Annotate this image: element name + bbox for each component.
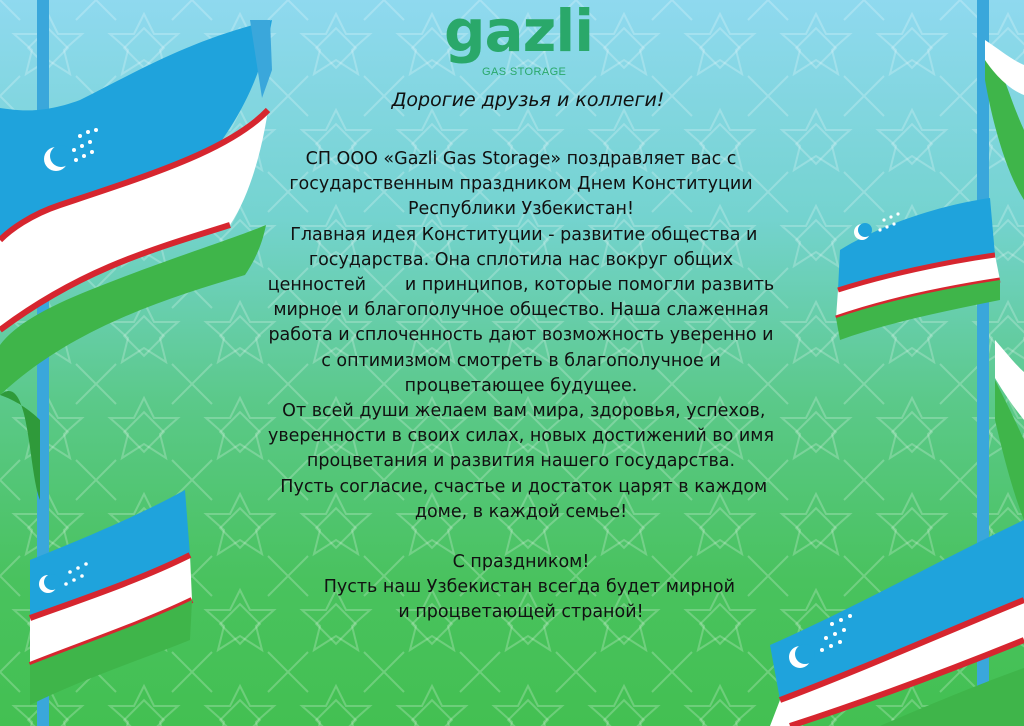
message-line: От всей души желаем вам мира, здоровья, успехов, — [276, 401, 766, 422]
message-line: государственным праздником Днем Конституции — [289, 174, 753, 195]
message-line: Республики Узбекистан! — [407, 199, 635, 220]
paragraph-spacer — [206, 525, 836, 550]
greeting-heading: Дорогие друзья и коллеги! — [391, 89, 665, 111]
message-line: мирное и благополучное общество. Наша слаженная — [273, 300, 769, 321]
message-line: Пусть согласие, счастье и достаток царят в каждом — [274, 476, 768, 497]
message-line: процветающее будущее. — [404, 375, 638, 396]
logo-subtitle: GAS STORAGE — [482, 66, 567, 78]
message-line: Главная идея Конституции - развитие общества и — [284, 224, 758, 245]
message-line: процветания и развития нашего государства. — [306, 451, 736, 472]
message-line: с оптимизмом смотреть в благополучное и — [321, 350, 721, 371]
closing-line: и процветающей страной! — [398, 602, 644, 623]
message-line: доме, в каждой семье! — [414, 501, 628, 522]
message-line: ценностей и принципов, которые помогли развить — [267, 275, 775, 296]
logo-wordmark: gazli — [444, 0, 594, 65]
closing-line: Пусть наш Узбекистан всегда будет мирной — [307, 577, 735, 598]
greeting-message — [206, 147, 836, 626]
closing-line: С праздником! — [452, 552, 590, 573]
message-line: работа и сплоченность дают возможность уверенно и — [268, 325, 774, 346]
message-line: СП ООО «Gazli Gas Storage» поздравляет вас с — [305, 149, 737, 169]
message-line: государства. Она сплотила нас вокруг общих — [308, 249, 734, 270]
message-line: уверенности в своих силах, новых достижений во имя — [267, 426, 774, 447]
gazli-logo — [440, 0, 610, 84]
